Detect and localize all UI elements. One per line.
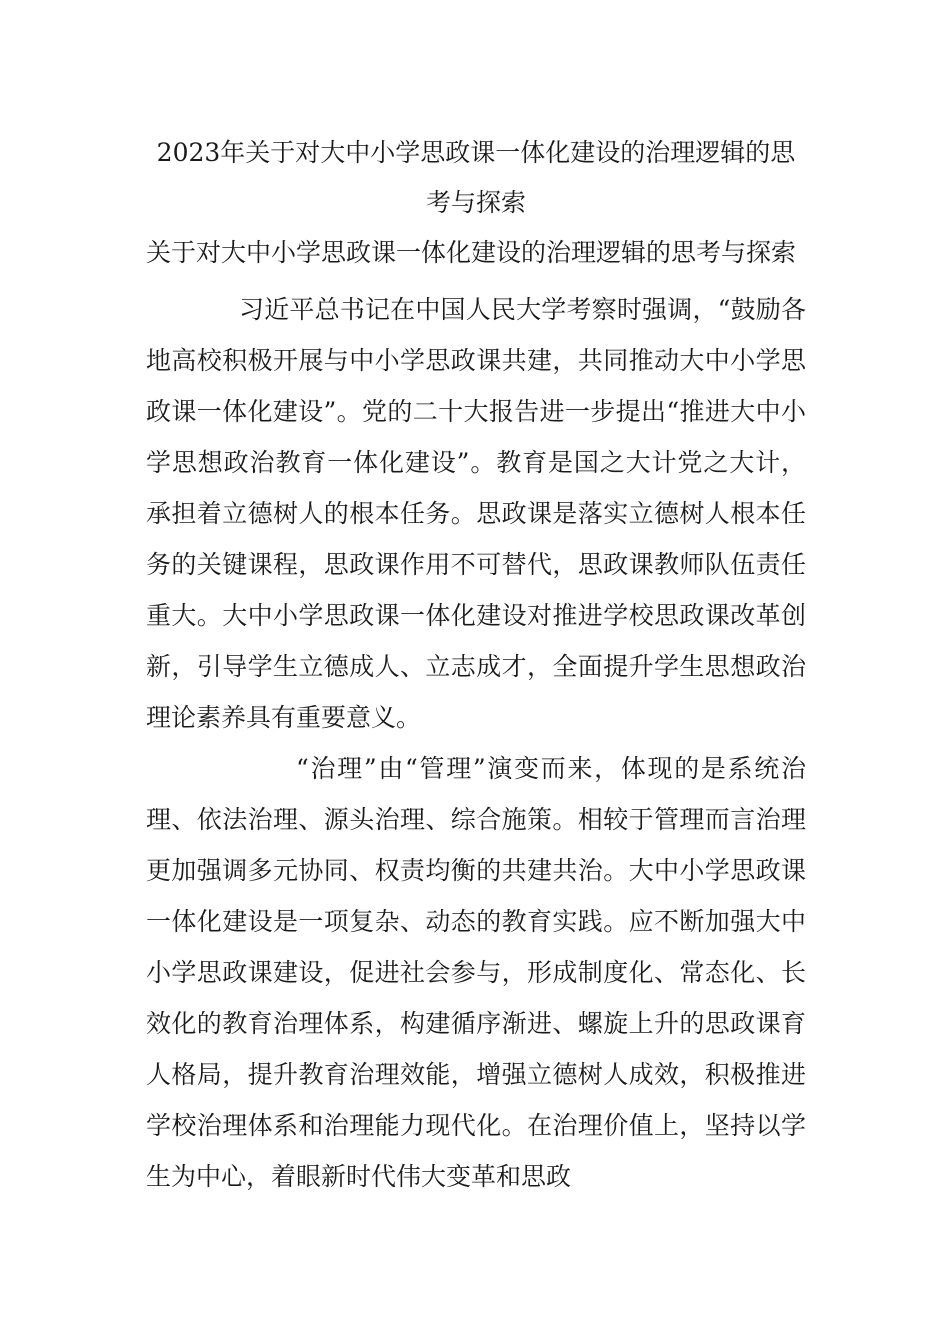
document-body xyxy=(146,128,806,1202)
paragraph-2: “治理”由“管理”演变而来，体现的是系统治理、依法治理、源头治理、综合施策。相较于管理而言治理更加强调多元协同、权责均衡的共建共治。大中小学思政课一体化建设是一项复杂、动态的教育实践。应不断加强大中小学思政课建设，促进社会参与，形成制度化、常态化、长效化的教育治理体系，构建循序渐进、螺旋上升的思政课育人格局，提升教育治理效能，增强立德树人成效，积极推进学校治理体系和治理能力现代化。在治理价值上，坚持以学生为中心，着眼新时代伟大变革和思政 xyxy=(146,754,806,1191)
paragraph-1: 习近平总书记在中国人民大学考察时强调，“鼓励各地高校积极开展与中小学思政课共建，共同推动大中小学思政课一体化建设”。党的二十大报告进一步提出“推进大中小学思想政治教育一体化建设”。教育是国之大计党之大计，承担着立德树人的根本任务。思政课是落实立德树人根本任务的关键课程，思政课作用不可替代，思政课教师队伍责任重大。大中小学思政课一体化建设对推进学校思政课改革创新，引导学生立德成人、立志成才，全面提升学生思想政治理论素养具有重要意义。 xyxy=(146,295,806,732)
document-title: 2023年关于对大中小学思政课一体化建设的治理逻辑的思考与探索 xyxy=(156,138,796,217)
document-subtitle: 关于对大中小学思政课一体化建设的治理逻辑的思考与探索 xyxy=(146,238,797,267)
